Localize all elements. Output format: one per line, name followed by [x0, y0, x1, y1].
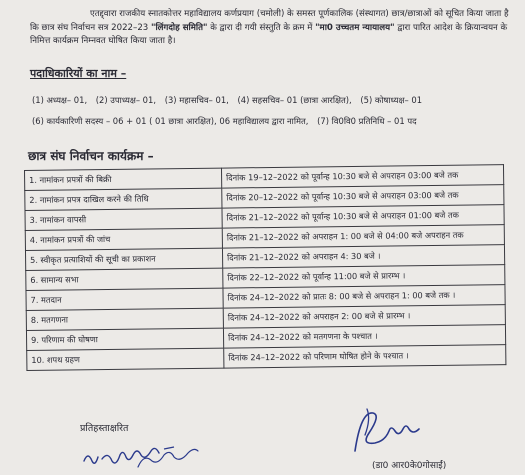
right-signatory-name: (डा0 आर0के0गोसाईं): [372, 461, 447, 471]
schedule-event: 2. नामांकन प्रपत्र दाखिल करने की तिथि: [25, 188, 222, 210]
officer-item: (2) उपाध्यक्ष– 01,: [95, 95, 157, 105]
officer-item: (3) महासचिव– 01,: [164, 95, 229, 105]
intro-text-1: एतद्द्वारा राजकीय स्नातकोत्तर महाविद्यालय कर्णप्रयाग (चमोली) के समस्त पूर्णकालिक (संस्थागत) छात्र/छात्राओं को सूचित किया जाता है कि छात्र संघ निर्वाचन सत्र 2022–23: [30, 9, 509, 33]
schedule-event: 8. मतगणना: [26, 308, 223, 330]
schedule-event: 10. शपथ ग्रहण: [27, 348, 224, 370]
intro-text-3: द्वारा पारित आदेश के क्रियान्वयन के निमित्त कार्यक्रम निम्नवत घोषित किया जाता है।: [30, 22, 508, 46]
officers-line-1: [32, 90, 502, 111]
schedule-time: दिनांक 21–12–2022 को पूर्वान्ह 10:30 बजे से अपराहन 01:00 बजे तक: [222, 205, 504, 228]
schedule-table: [24, 164, 506, 371]
officers-line-2: [32, 111, 502, 132]
court-name: "मा0 उच्चतम न्यायालय": [315, 22, 395, 33]
intro-text-2: के द्वारा दी गयी संस्तुति के क्रम में: [210, 22, 313, 33]
schedule-time: दिनांक 21–12–2022 को अपराहन 4: 30 बजे ।: [222, 245, 504, 268]
schedule-event: 4. नामांकन प्रपत्रों की जांच: [25, 228, 222, 250]
schedule-event: 6. सामान्य सभा: [26, 268, 223, 290]
officer-item: (6) कार्यकारिणी सदस्य – 06 + 01 ( 01 छात्रा आरक्षित), 06 महाविद्यालय द्वारा नामित,: [32, 116, 309, 126]
officer-item: (7) वि0वि0 प्रतिनिधि – 01 पद: [317, 116, 417, 126]
schedule-event: 5. स्वीकृत प्रत्याशियों की सूची का प्रकाशन: [25, 248, 222, 270]
committee-name: "लिंगदोह समिति": [150, 22, 208, 33]
countersigned-label: प्रतिहस्ताक्षरित: [80, 423, 129, 434]
schedule-time: दिनांक 24–12–2022 को प्रातः 8: 00 बजे से अपराहन 1: 00 बजे तक ।: [223, 285, 505, 308]
schedule-event: 3. नामांकन वापसी: [25, 208, 222, 230]
schedule-time: दिनांक 19–12–2022 को पूर्वान्ह 10:30 बजे से अपराहन 03:00 बजे तक: [221, 165, 503, 188]
schedule-time: दिनांक 22–12–2022 को पूर्वान्ह 11:00 बजे से प्रारम्भ ।: [223, 265, 505, 288]
schedule-time: दिनांक 20–12–2022 को पूर्वान्ह 10:30 बजे से अपराहन 03:00 बजे तक: [222, 185, 504, 208]
intro-paragraph: [30, 8, 510, 49]
schedule-time: दिनांक 24–12–2022 को मतगणना के पश्चात ।: [223, 325, 505, 348]
officers-list: [32, 90, 502, 132]
officer-item: (1) अध्यक्ष– 01,: [32, 95, 88, 105]
schedule-heading: छात्र संघ निर्वाचन कार्यक्रम –: [28, 149, 154, 163]
right-signature-image: [345, 403, 425, 459]
schedule-time: दिनांक 21–12–2022 को अपराहन 1: 00 बजे से 04:00 बजे अपराहन तक: [222, 225, 504, 248]
schedule-event: 1. नामांकन प्रपत्रों की बिक्री: [25, 168, 222, 190]
officer-item: (4) सहसचिव– 01 (छात्रा आरक्षित),: [237, 95, 352, 105]
officers-heading: पदाधिकारियों का नाम –: [30, 67, 127, 80]
schedule-time: दिनांक 24–12–2022 को अपराहन 2: 00 बजे से प्रारम्भ ।: [223, 305, 505, 328]
left-signature-image: [80, 437, 210, 471]
officer-item: (5) कोषाध्यक्ष– 01: [360, 95, 423, 105]
schedule-time: दिनांक 24–12–2022 को परिणाम घोषित होने के पश्चात ।: [224, 345, 506, 368]
schedule-event: 7. मतदान: [26, 288, 223, 310]
schedule-event: 9. परिणाम की घोषणा: [26, 328, 223, 350]
